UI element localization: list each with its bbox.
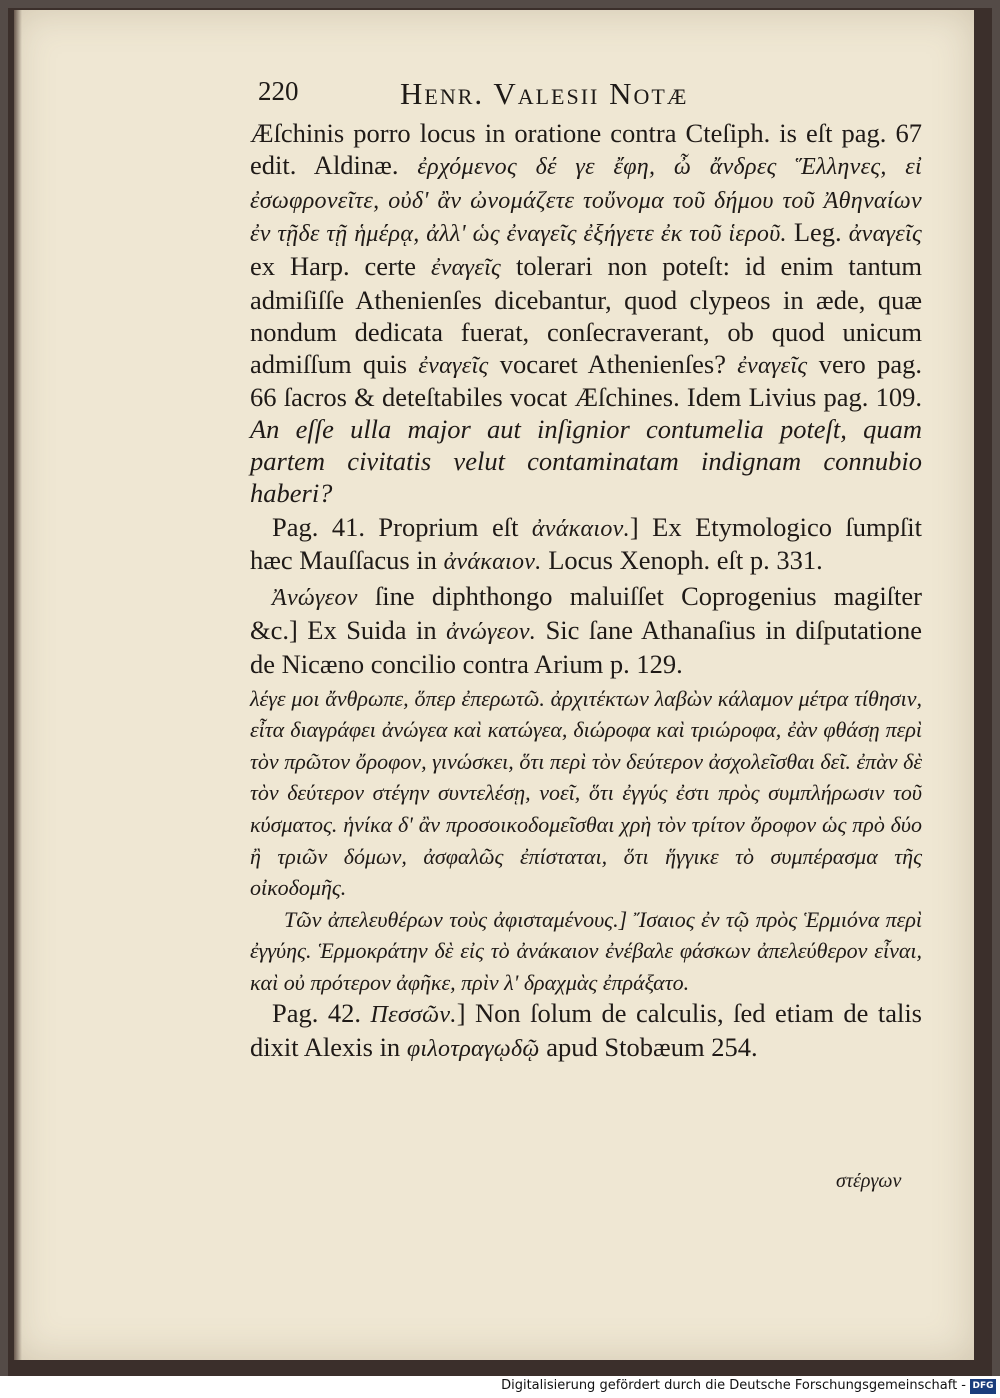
paragraph-anogeon xyxy=(250,581,922,680)
greek-text: Ἀνώγεον xyxy=(272,585,358,612)
latin-text: Leg. xyxy=(786,217,849,248)
latin-text: Æſchinis porro locus in oratione contra Cteſiph. is eſt pag. 67 edit. Aldinæ. xyxy=(250,118,922,180)
latin-text: apud Stobæum 254. xyxy=(539,1032,758,1063)
latin-text: ſine diphthongo maluiſſet Coprogenius magiſter &c.] Ex Suida in xyxy=(250,581,922,645)
latin-text: tolerari non poteſt: id enim tantum admiſiſſe Athenienſes dicebantur, quod clypeos in æde, quæ nondum dedicata fuerat, conſecraverant, ob quod unicum admiſſum quis xyxy=(250,251,922,379)
page-number: 220 xyxy=(258,76,299,106)
latin-text: vocaret Athenienſes? xyxy=(488,348,738,379)
paragraph-pag-41 xyxy=(250,512,922,580)
page-gutter-shadow xyxy=(14,10,22,1360)
paragraph-aeschines xyxy=(250,118,922,510)
latin-text: vero pag. 66 ſacros & deteſtabiles vocat Æſchines. Idem Livius pag. 109. xyxy=(250,348,922,413)
running-title: Henr. Valesii Notæ xyxy=(400,76,689,111)
greek-text: Πεσσῶν. xyxy=(370,1002,457,1029)
catchword: στέργων xyxy=(836,1170,902,1192)
footer-bar xyxy=(0,1376,1000,1398)
body-text xyxy=(250,118,922,1068)
greek-text: ἐναγεῖς xyxy=(737,352,808,379)
latin-text: Pag. 42. xyxy=(272,998,371,1029)
paragraph-pag-42 xyxy=(250,998,922,1066)
dfg-logo: DFG xyxy=(970,1379,996,1394)
greek-text: ἐναγεῖς xyxy=(430,255,502,282)
footer-credit: Digitalisierung gefördert durch die Deutsche Forschungsgemeinschaft - xyxy=(501,1378,966,1393)
italic-quotation: An eſſe ulla major aut inſignior contumelia poteſt, quam partem civitatis velut contaminatam indignam connubio haberi? xyxy=(250,414,922,508)
latin-text: ex Harp. certe xyxy=(250,251,431,282)
greek-note-apeleutheron: Τῶν ἀπελευθέρων τοὺς ἀφισταμένους.] Ἴσαιος ἐν τῷ πρὸς Ἑρμιόνα περὶ ἐγγύης. Ἑρμοκράτην δὲ εἰς τὸ ἀνάκαιον ἐνέβαλε φάσκων ἀπελεύθερον εἶναι, καὶ οὐ πρότερον ἀφῆκε, πρὶν λ' δραχμὰς ἐπράξατο. xyxy=(250,906,922,995)
latin-text: ] Ex Etymologico ſumpſit hæc Mauſſacus in xyxy=(250,511,922,576)
latin-text: Sic ſane Athanaſius in diſputatione de Nicæno concilio contra Arium p. 129. xyxy=(250,614,922,679)
greek-quotation-athanasius: λέγε μοι ἄνθρωπε, ὅπερ ἐπερωτῶ. ἀρχιτέκτων λαβὼν κάλαμον μέτρα τίθησιν, εἶτα διαγράφει ἀνώγεα καὶ κατώγεα, διώροφα καὶ τριώροφα, ἐὰν φθάσῃ περὶ τὸν πρῶτον ὄροφον, γινώσκει, ὅτι περὶ τὸν δεύτερον ἀσχολεῖσθαι δεῖ. ἐπὰν δὲ τὸν δεύτερον στέγην συντελέσῃ, νοεῖ, ὅτι ἐγγύς ἐστι πρὸς συμπλήρωσιν τοῦ κύσματος. ἡνίκα δ' ἂν προσοικοδομεῖσθαι χρὴ τὸν τρίτον ὄροφον ὡς πρὸ δύο ἢ τριῶν δόμων, ἀσφαλῶς ἐπίσταται, ὅτι ἥγγικε τὸ συμπέρασμα τῆς οἰκοδομῆς. xyxy=(250,685,922,901)
greek-text: ἀνάκαιον. xyxy=(531,515,630,542)
latin-text: Locus Xenoph. eſt p. 331. xyxy=(541,545,823,576)
greek-text: ἐρχόμενος δέ γε ἔφη, ὦ ἄνδρες Ἕλληνες, εἰ ἐσωφρονεῖτε, οὐδ' ἂν ὠνομάζετε τοὔνομα τοῦ δήμου τοῦ Ἀθηναίων ἐν τῇδε τῇ ἡμέρᾳ, ἀλλ' ὡς ἐναγεῖς ἐξήγετε ἐκ τοῦ ἱεροῦ. xyxy=(250,153,922,248)
latin-text: Pag. 41. Proprium eſt xyxy=(272,511,532,542)
running-head xyxy=(258,76,928,116)
latin-text: ] Non ſolum de calculis, ſed etiam de talis dixit Alexis in xyxy=(250,998,922,1063)
greek-text: ἀνάκαιον. xyxy=(443,549,542,576)
greek-text: ἀναγεῖς xyxy=(848,221,922,248)
greek-text: ἐναγεῖς xyxy=(418,352,489,379)
greek-text: φιλοτραγῳδῷ xyxy=(406,1036,540,1063)
greek-text: ἀνώγεον. xyxy=(446,618,537,645)
